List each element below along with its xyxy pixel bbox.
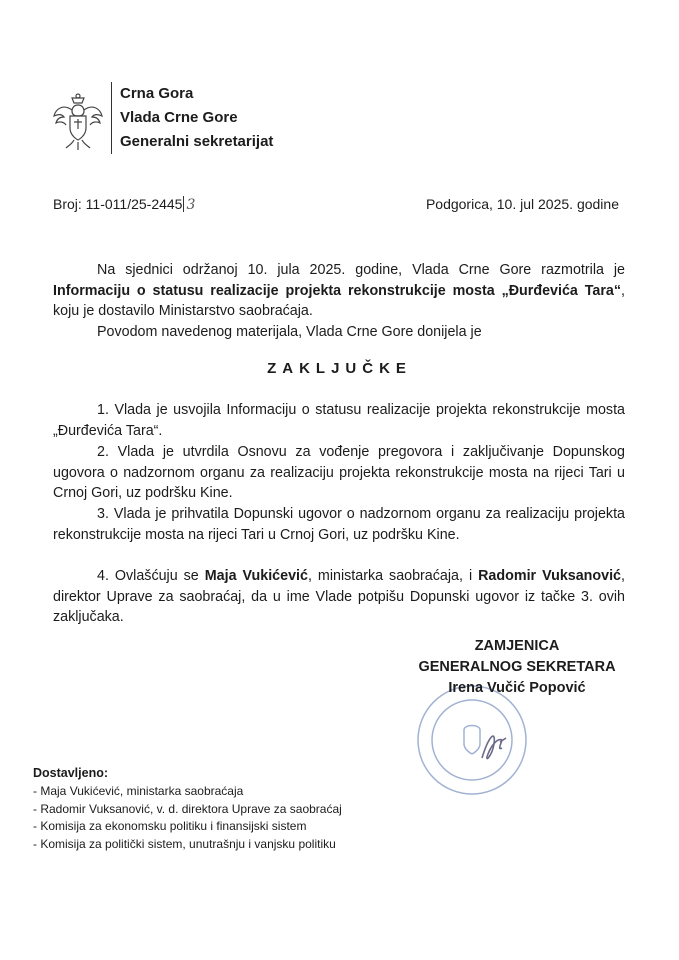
coat-of-arms-icon bbox=[50, 92, 106, 152]
header-government: Vlada Crne Gore bbox=[120, 109, 238, 126]
distribution-list bbox=[33, 783, 342, 853]
conclusion-4-text-b: , ministarka saobraćaja, i bbox=[307, 568, 479, 584]
conclusion-4-text-c: , direktor Uprave za saobraćaj, da u ime Vlade potpišu Dopunski ugovor iz tačke 3. ovih zaključaka. bbox=[53, 568, 625, 625]
intro-paragraph-2: Povodom navedenog materijala, Vlada Crne Gore donijela je bbox=[97, 324, 482, 340]
intro-paragraph bbox=[53, 260, 625, 322]
intro-text-b: , koju je dostavilo Ministarstvo saobraćaja. bbox=[53, 282, 625, 319]
conclusions-heading: ZAKLJUČKE bbox=[267, 360, 412, 377]
list-item: - Komisija za ekonomsku politiku i finansijski sistem bbox=[33, 818, 342, 836]
header-country: Crna Gora bbox=[120, 85, 194, 102]
conclusion-2: 2. Vlada je utvrdila Osnovu za vođenje pregovora i zaključivanje Dopunskog ugovora o nadzornom organu za realizaciju projekta rekonstrukcije mosta na rijeci Tari u Crnoj Gori, uz podršku Kine. bbox=[53, 444, 625, 501]
conclusion-3: 3. Vlada je prihvatila Dopunski ugovor o nadzornom organu za realizaciju projekta rekonstrukcije mosta na rijeci Tari u Crnoj Gori, uz podršku Kine. bbox=[53, 506, 625, 543]
reference-number-text: Broj: 11-011/25-2445 bbox=[53, 196, 183, 212]
distribution-title: Dostavljeno: bbox=[33, 766, 109, 780]
document-date: Podgorica, 10. jul 2025. godine bbox=[425, 196, 619, 212]
signatory-title-2: GENERALNOG SEKRETARA bbox=[418, 659, 616, 675]
conclusion-4-text-a: 4. Ovlašćuju se bbox=[97, 568, 205, 584]
conclusion-4 bbox=[53, 566, 625, 628]
conclusion-1: 1. Vlada je usvojila Informaciju o statusu realizacije projekta rekonstrukcije mosta „Đurđevića Tara“. bbox=[53, 402, 625, 439]
intro-text-a: Na sjednici održanoj 10. jula 2025. godine, Vlada Crne Gore razmotrila je bbox=[97, 262, 625, 278]
header-divider bbox=[111, 82, 112, 154]
header-secretariat: Generalni sekretarijat bbox=[120, 133, 274, 150]
signatory-name: Irena Vučić Popović bbox=[448, 680, 586, 696]
conclusion-4-name-2: Radomir Vuksanović bbox=[478, 568, 622, 584]
signatory-title-1: ZAMJENICA bbox=[474, 638, 560, 654]
intro-bold-title: Informaciju o statusu realizacije projekta rekonstrukcije mosta „Đurđevića Tara“ bbox=[53, 282, 622, 299]
reference-number bbox=[53, 196, 195, 213]
reference-handwritten-suffix: 3 bbox=[186, 197, 196, 213]
conclusion-4-name-1: Maja Vukićević bbox=[204, 568, 308, 584]
list-item: - Maja Vukićević, ministarka saobraćaja bbox=[33, 783, 342, 801]
reference-separator bbox=[183, 196, 184, 212]
official-stamp-icon bbox=[412, 680, 532, 800]
list-item: - Radomir Vuksanović, v. d. direktora Uprave za saobraćaj bbox=[33, 801, 342, 819]
list-item: - Komisija za politički sistem, unutrašnju i vanjsku politiku bbox=[33, 836, 342, 854]
